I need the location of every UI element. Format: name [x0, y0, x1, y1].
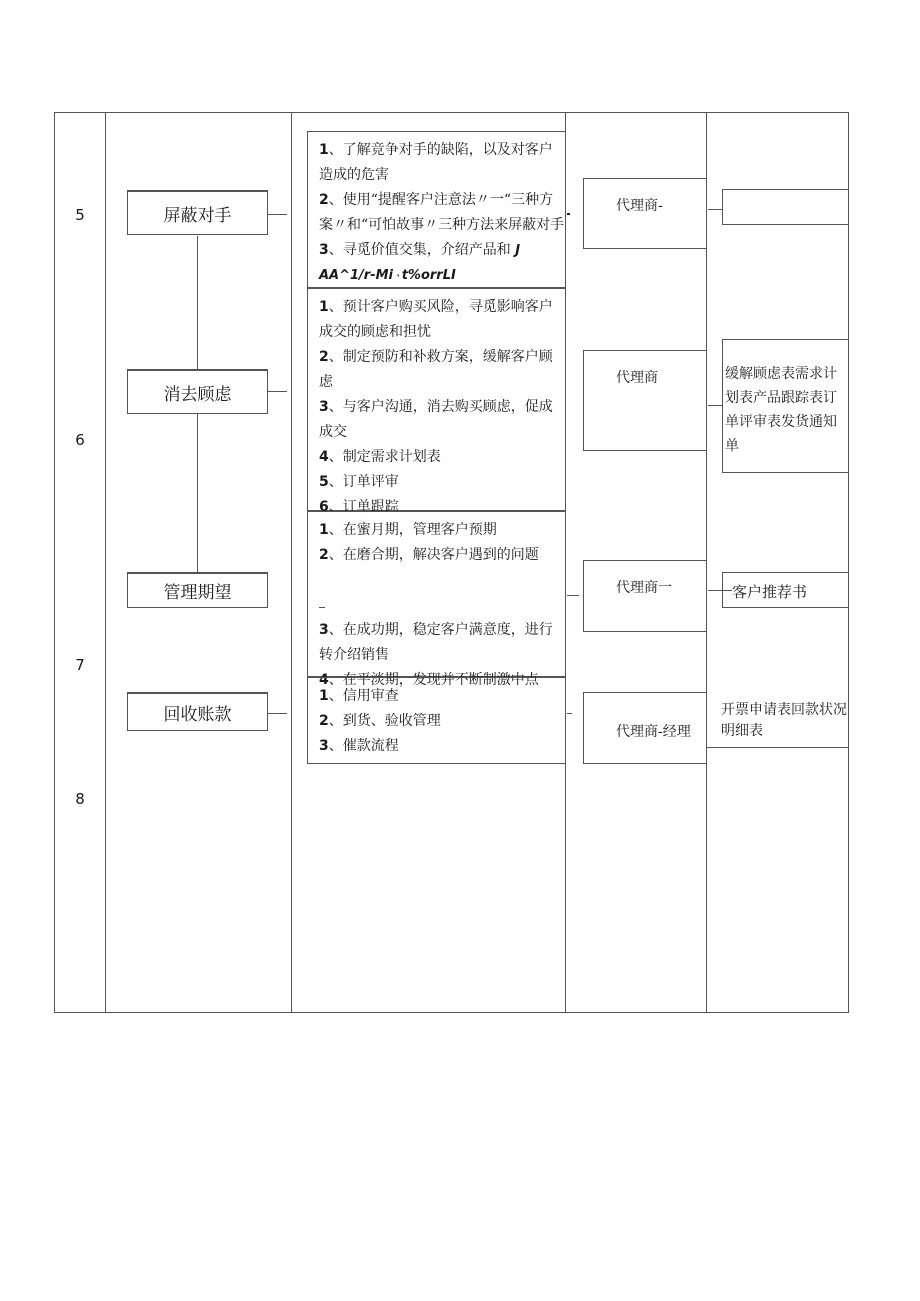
step-box — [127, 692, 268, 731]
owner-label: 代理商一 — [616, 580, 672, 596]
column-divider — [565, 112, 566, 1013]
row-number: 8 — [75, 790, 85, 808]
row-number: 6 — [75, 431, 85, 449]
document-box — [722, 572, 849, 608]
task-description: 1、在蜜月期，管理客户预期 2、在磨合期，解决客户遇到的问题 3、在成功期，稳定客户满意度，进行转介绍销售 4、在平淡期，发现并不断制激中点 — [307, 511, 565, 677]
owner-label: 代理商-经理 — [616, 724, 691, 740]
flow-connector — [197, 414, 198, 572]
connector-tick — [708, 405, 722, 406]
column-divider — [291, 112, 292, 1013]
owner-box — [583, 178, 706, 249]
connector-tick — [268, 214, 287, 215]
document-box — [706, 692, 849, 748]
step-label: 屏蔽对手 — [163, 205, 232, 226]
document-label: 缓解顾虑表需求计划表产品跟踪表订单评审表发货通知单 — [725, 366, 837, 454]
row-number: 5 — [75, 206, 85, 224]
connector-tick — [268, 391, 287, 392]
document-label: 开票申请表回款状况明细表 — [721, 702, 847, 739]
document-box — [722, 189, 849, 225]
owner-box — [583, 692, 706, 764]
step-box — [127, 190, 268, 235]
document-box — [722, 339, 849, 473]
step-label: 消去顾虑 — [163, 384, 232, 405]
document-label: 客户推荐书 — [732, 583, 808, 601]
flow-connector — [197, 236, 198, 369]
connector-tick — [567, 713, 572, 714]
owner-box — [583, 560, 706, 632]
step-label: 回收账款 — [163, 704, 232, 725]
step-box — [127, 369, 268, 414]
task-description: 1、了解竞争对手的缺陷，以及对客户造成的危害 2、使用“提醒客户注意法〃一“三种方案〃和“可怕故事〃三种方法来屏蔽对手 3、寻觅价值交集，介绍产品和 J AA^1/r-Miㆍt%orrLI — [307, 131, 565, 288]
column-divider — [706, 112, 707, 1013]
owner-label: 代理商- — [616, 198, 663, 214]
owner-box — [583, 350, 706, 451]
connector-tick — [567, 213, 570, 215]
step-label: 管理期望 — [163, 583, 232, 603]
column-divider — [105, 112, 106, 1013]
connector-tick — [567, 595, 579, 596]
connector-tick — [268, 713, 287, 714]
stray-mark — [319, 607, 325, 608]
connector-tick — [708, 209, 722, 210]
row-number: 7 — [75, 656, 85, 674]
step-box — [127, 572, 268, 608]
owner-label: 代理商 — [616, 370, 658, 386]
task-description: 1、预计客户购买风险，寻觅影响客户成交的顾虑和担忧 2、制定预防和补救方案，缓解客户顾虑 3、与客户沟通，消去购买顾虑，促成成交 4、制定需求计划表 5、订单评审 6、订单跟踪 — [307, 288, 565, 511]
task-description: 1、信用审查 2、到货、验收管理 3、催款流程 — [307, 677, 565, 764]
